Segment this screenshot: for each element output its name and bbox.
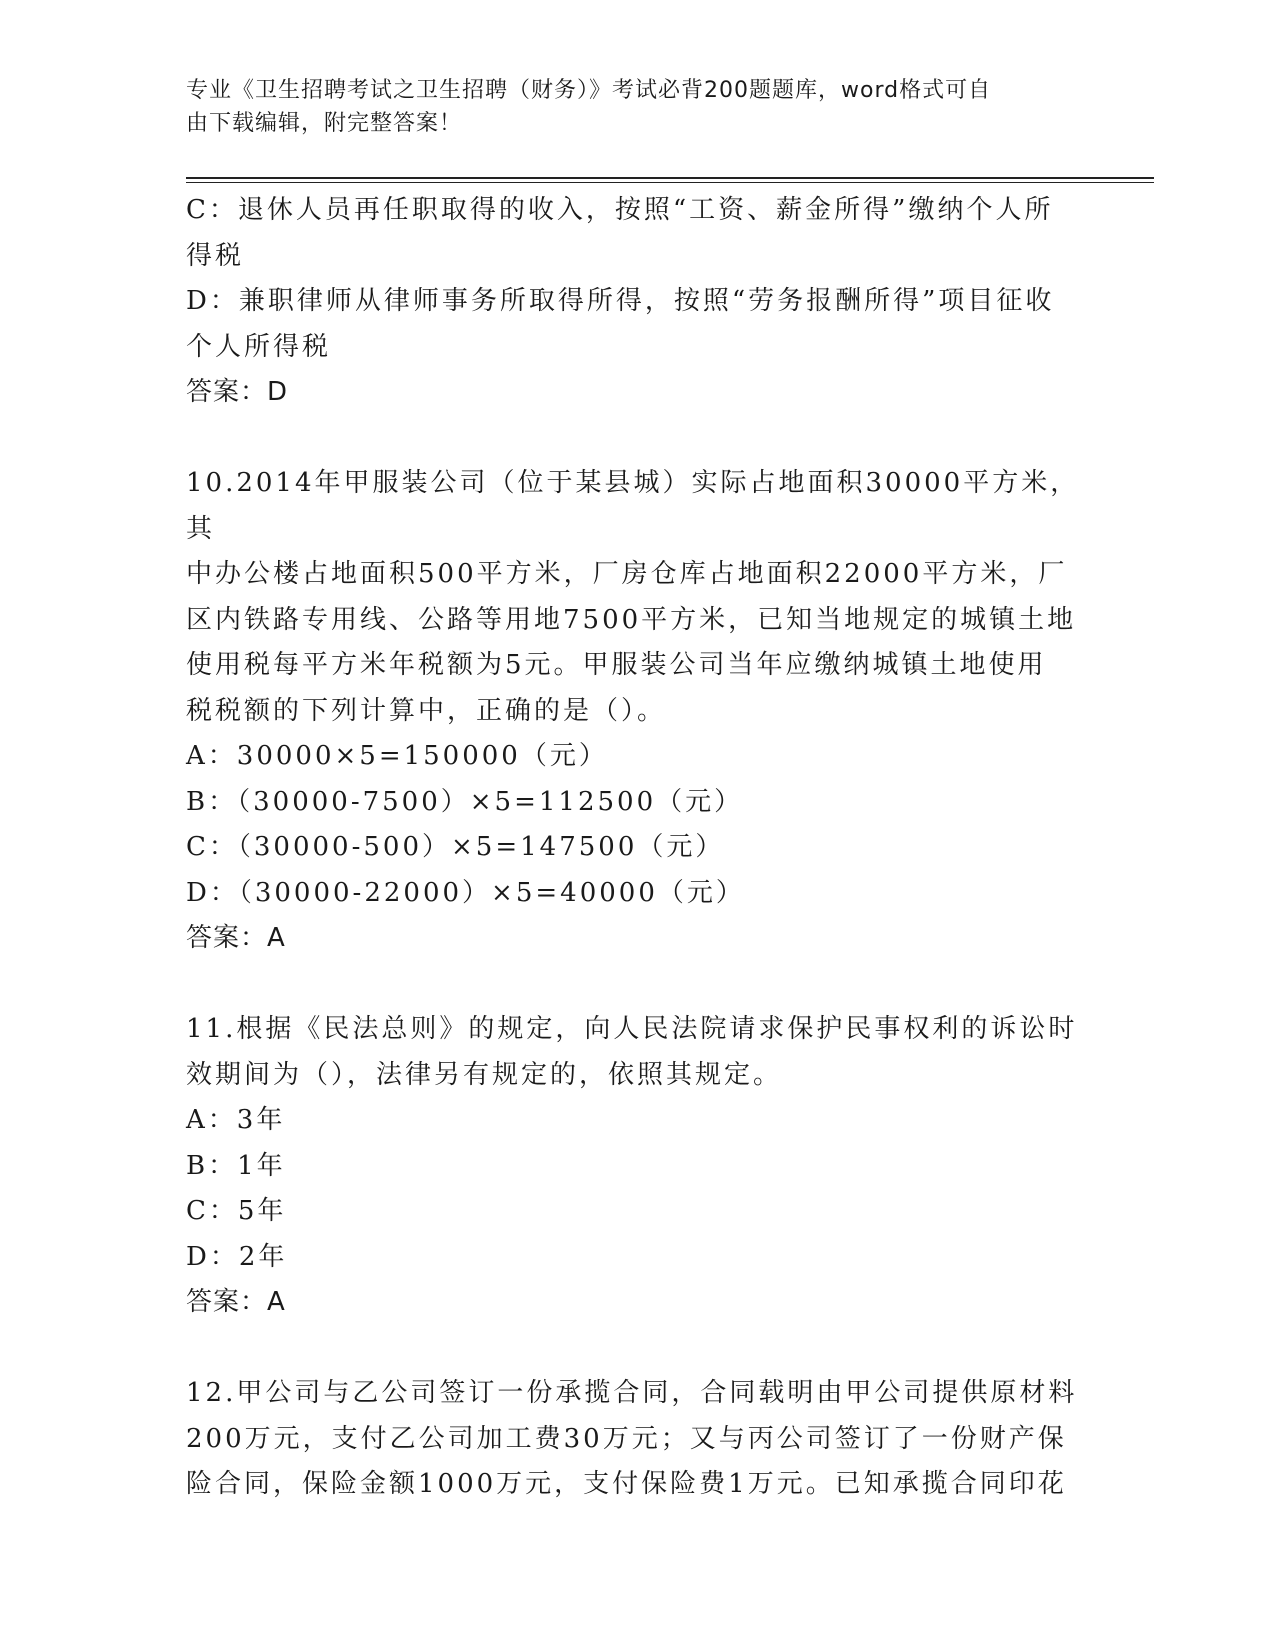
answer-line: 答案：A: [186, 1287, 286, 1317]
question-text-line: 10.2014年甲服装公司（位于某县城）实际占地面积30000平方米，其: [186, 468, 1080, 544]
option-c-line-2: 得税: [186, 240, 245, 271]
spacer: [186, 1326, 1086, 1372]
question-text-line: 区内铁路专用线、公路等用地7500平方米，已知当地规定的城镇土地: [186, 604, 1077, 635]
document-header: [186, 74, 1066, 140]
question-12: [186, 1371, 1086, 1508]
option-a: A：3年: [186, 1105, 286, 1135]
option-d: D：2年: [186, 1241, 288, 1272]
header-line-2: 由下载编辑，附完整答案！: [186, 111, 463, 136]
spacer: [186, 962, 1086, 1008]
question-text-line: 效期间为（），法律另有规定的，依照其规定。: [186, 1059, 783, 1090]
question-text-line: 使用税每平方米年税额为5元。甲服装公司当年应缴纳城镇土地使用: [186, 650, 1047, 680]
spacer: [186, 416, 1086, 462]
question-text-line: 200万元，支付乙公司加工费30万元；又与丙公司签订了一份财产保: [186, 1423, 1067, 1454]
option-c-line-1: C：退休人员再任职取得的收入，按照“工资、薪金所得”缴纳个人所: [186, 195, 1054, 225]
question-text-line: 11.根据《民法总则》的规定，向人民法院请求保护民事权利的诉讼时: [186, 1014, 1078, 1044]
header-divider-thick: [186, 177, 1154, 179]
option-d: D：（30000-22000）×5=40000（元）: [186, 877, 745, 908]
header-divider-thin: [186, 182, 1154, 183]
answer-line: 答案：D: [186, 377, 289, 407]
question-text-line: 险合同，保险金额1000万元，支付保险费1万元。已知承揽合同印花: [186, 1469, 1067, 1499]
question-9-fragment: [186, 188, 1086, 416]
question-text-line: 中办公楼占地面积500平方米，厂房仓库占地面积22000平方米，厂: [186, 559, 1068, 589]
option-b: B：（30000-7500）×5=112500（元）: [186, 786, 744, 817]
option-a: A：30000×5=150000（元）: [186, 741, 608, 771]
option-c: C：5年: [186, 1196, 287, 1226]
question-text-line: 税税额的下列计算中，正确的是（）。: [186, 695, 667, 726]
header-line-1: 专业《卫生招聘考试之卫生招聘（财务）》考试必背200题题库，word格式可自: [186, 78, 992, 103]
answer-line: 答案：A: [186, 923, 286, 953]
option-d-line-2: 个人所得税: [186, 331, 332, 362]
option-c: C：（30000-500）×5=147500（元）: [186, 832, 725, 862]
document-body: [186, 188, 1086, 1508]
question-10: [186, 461, 1086, 962]
option-b: B：1年: [186, 1150, 286, 1181]
option-d-line-1: D：兼职律师从律师事务所取得所得，按照“劳务报酬所得”项目征收: [186, 286, 1055, 316]
question-11: [186, 1007, 1086, 1326]
question-text-line: 12.甲公司与乙公司签订一份承揽合同，合同载明由甲公司提供原材料: [186, 1378, 1078, 1408]
